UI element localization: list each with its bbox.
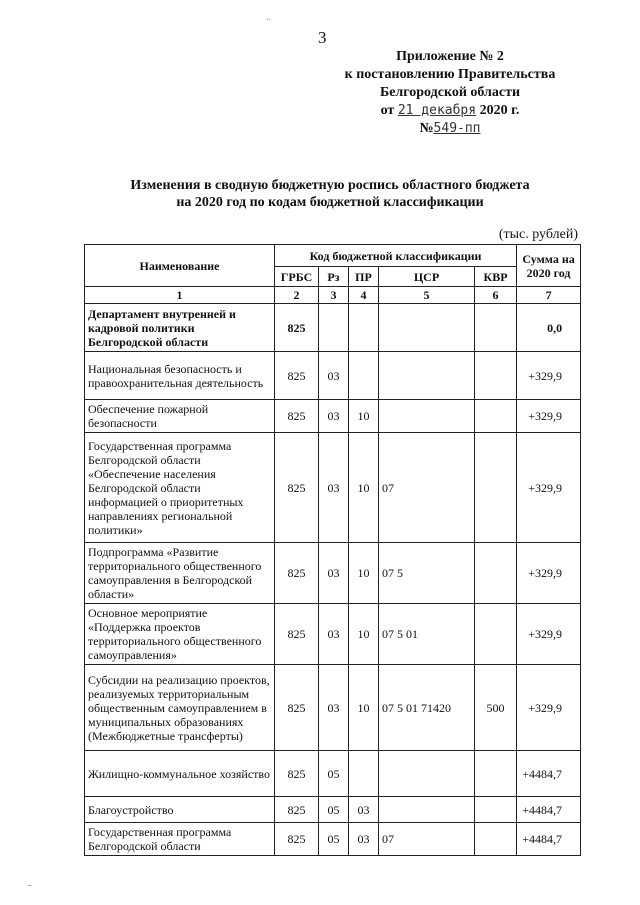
document-title [110,177,550,211]
cell-csr: 07 5 01 71420 [379,665,475,751]
cell-sum: +329,9 [517,352,581,400]
cell-csr: 07 5 01 [379,604,475,665]
cell-grbs: 825 [275,304,319,352]
cell-pr: 10 [349,543,379,604]
number-prefix: № [419,121,434,136]
header-rz: Рз [319,267,349,287]
cell-csr [379,352,475,400]
cell-kvr [475,604,517,665]
cell-grbs: 825 [275,797,319,823]
column-number: 7 [517,287,581,304]
date-handwritten: 21 декабря [397,103,477,118]
table-row [85,665,581,751]
units-label: (тыс. рублей) [498,227,578,242]
cell-name: Основное мероприятие «Поддержка проектов территориального общественного самоуправления» [85,604,275,665]
column-number: 4 [349,287,379,304]
cell-name: Национальная безопасность и правоохранительная деятельность [85,352,275,400]
cell-grbs: 825 [275,665,319,751]
cell-grbs: 825 [275,823,319,856]
cell-kvr [475,543,517,604]
cell-name: Субсидии на реализацию проектов, реализуемых территориальным общественным самоуправлением в муниципальных образованиях (Межбюджетные трансферты) [85,665,275,751]
cell-sum: +329,9 [517,433,581,543]
cell-name: Благоустройство [85,797,275,823]
cell-rz: 05 [319,751,349,797]
cell-grbs: 825 [275,751,319,797]
number-handwritten: 549-пп [433,121,481,136]
appendix-line3: Белгородской области [379,85,521,100]
cell-csr: 07 [379,823,475,856]
scan-speck: .. [266,12,271,23]
column-number: 1 [85,287,275,304]
cell-name: Государственная программа Белгородской области [85,823,275,856]
table-row [85,797,581,823]
appendix-block [320,48,580,138]
appendix-line2: к постановлению Правительства [344,67,556,82]
cell-sum: +329,9 [517,604,581,665]
title-line2: на 2020 год по кодам бюджетной классификации [176,195,484,210]
cell-csr: 07 5 [379,543,475,604]
cell-sum: +329,9 [517,543,581,604]
cell-pr [349,352,379,400]
column-number: 2 [275,287,319,304]
cell-kvr [475,304,517,352]
table-row [85,751,581,797]
table-row [85,400,581,433]
cell-rz: 03 [319,604,349,665]
cell-rz: 03 [319,352,349,400]
cell-name: Подпрограмма «Развитие территориального общественного самоуправления в Белгородской области» [85,543,275,604]
cell-grbs: 825 [275,400,319,433]
cell-pr: 10 [349,433,379,543]
cell-csr [379,797,475,823]
table-row [85,543,581,604]
header-grbs: ГРБС [275,267,319,287]
cell-sum: +329,9 [517,665,581,751]
cell-pr: 10 [349,604,379,665]
cell-csr [379,751,475,797]
budget-table [84,244,581,856]
cell-csr [379,304,475,352]
cell-kvr [475,797,517,823]
cell-rz: 03 [319,400,349,433]
cell-kvr [475,400,517,433]
cell-sum: +329,9 [517,400,581,433]
page-number: 3 [318,28,327,47]
header-code-group: Код бюджетной классификации [275,245,517,267]
date-prefix: от [380,103,395,118]
cell-sum: 0,0 [517,304,581,352]
cell-name: Государственная программа Белгородской области «Обеспечение населения Белгородской области информацией о приоритетных направлениях региональной политики» [85,433,275,543]
appendix-date [320,102,580,120]
column-number: 5 [379,287,475,304]
appendix-line1: Приложение № 2 [396,49,504,64]
cell-name: Обеспечение пожарной безопасности [85,400,275,433]
cell-rz: 03 [319,665,349,751]
cell-rz: 03 [319,433,349,543]
column-number: 3 [319,287,349,304]
cell-rz: 05 [319,823,349,856]
date-suffix: 2020 г. [479,103,520,118]
cell-grbs: 825 [275,352,319,400]
table-row [85,304,581,352]
header-name: Наименование [85,245,275,287]
cell-csr [379,400,475,433]
cell-grbs: 825 [275,433,319,543]
cell-rz: 05 [319,797,349,823]
header-kvr: КВР [475,267,517,287]
header-csr: ЦСР [379,267,475,287]
cell-name: Департамент внутренней и кадровой политики Белгородской области [85,304,275,352]
table-row [85,604,581,665]
table-row [85,823,581,856]
cell-rz [319,304,349,352]
cell-pr [349,751,379,797]
cell-sum: +4484,7 [517,751,581,797]
cell-sum: +4484,7 [517,823,581,856]
cell-csr: 07 [379,433,475,543]
cell-kvr [475,433,517,543]
title-line1: Изменения в сводную бюджетную роспись областного бюджета [130,178,530,193]
cell-rz: 03 [319,543,349,604]
cell-sum: +4484,7 [517,797,581,823]
cell-kvr [475,823,517,856]
table-row [85,433,581,543]
cell-pr: 10 [349,665,379,751]
cell-pr: 10 [349,400,379,433]
column-number: 6 [475,287,517,304]
appendix-number [320,120,580,138]
table-row [85,352,581,400]
cell-grbs: 825 [275,543,319,604]
cell-name: Жилищно-коммунальное хозяйство [85,751,275,797]
cell-pr [349,304,379,352]
cell-kvr [475,352,517,400]
cell-pr: 03 [349,797,379,823]
header-pr: ПР [349,267,379,287]
cell-pr: 03 [349,823,379,856]
cell-grbs: 825 [275,604,319,665]
scan-mark: - [28,880,32,891]
cell-kvr: 500 [475,665,517,751]
header-sum: Сумма на 2020 год [517,245,581,287]
cell-kvr [475,751,517,797]
